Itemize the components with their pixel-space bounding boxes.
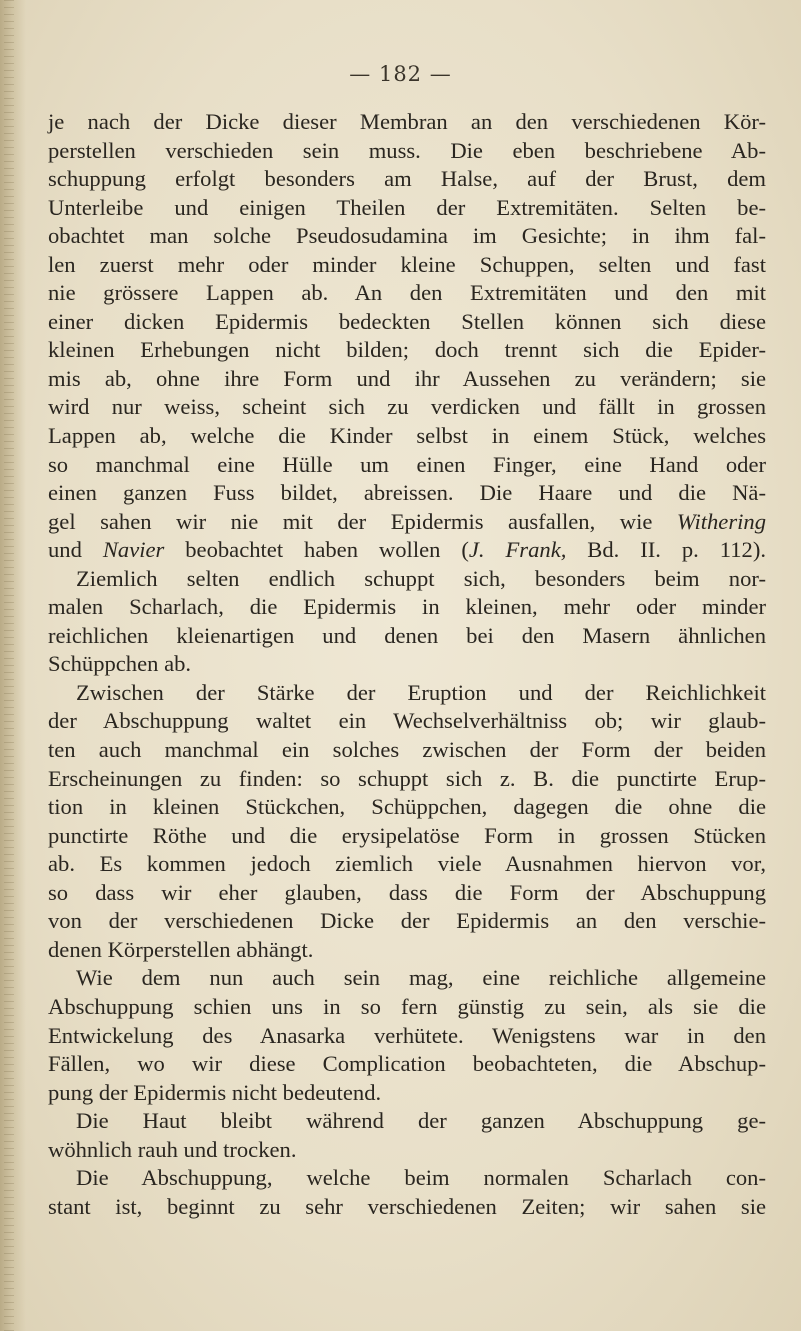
text-line-21: Zwischen der Stärke der Eruption und der Reichlichkeit [76,679,766,705]
text-line-37: wöhnlich rauh und trocken. [48,1136,297,1162]
body-text [48,108,766,1221]
page-number: — 182 — [349,62,452,86]
text-line-3: schuppung erfolgt besonders am Halse, auf der Brust, dem [48,166,766,192]
citation-frank: J. Frank, [468,537,567,563]
text-line-35: pung der Epidermis nicht bedeutend. [48,1079,382,1105]
text-line-15 [48,508,766,537]
text-line-33: Entwickelung des Anasarka verhütete. Wenigstens war in den [48,1022,766,1048]
text-line-28: so dass wir eher glauben, dass die Form der Abschuppung [48,879,766,905]
text-line-7: nie grössere Lappen ab. An den Extremitäten und den mit [48,280,766,306]
text-line-30: denen Körperstellen abhängt. [48,936,314,962]
text-line-4: Unterleibe und einigen Theilen der Extremitäten. Selten be- [48,194,766,220]
text-line-27: ab. Es kommen jedoch ziemlich viele Ausnahmen hiervon vor, [48,851,766,877]
text-line-20: Schüppchen ab. [48,651,192,677]
text-line-19: reichlichen kleienartigen und denen bei den Masern ähnlichen [48,622,766,648]
text-line-16-e: Bd. II. p. 112). [566,537,766,563]
text-line-22: der Abschuppung waltet ein Wechselverhältniss ob; wir glaub- [48,708,766,734]
text-line-5: obachtet man solche Pseudosudamina im Gesichte; in ihm fal- [48,223,766,249]
text-line-8: einer dicken Epidermis bedeckten Stellen können sich diese [48,308,766,334]
text-line-16-c: beobachtet haben wollen ( [164,537,469,563]
text-line-16 [48,536,766,565]
text-line-9: kleinen Erhebungen nicht bilden; doch trennt sich die Epider- [48,337,766,363]
text-line-6: len zuerst mehr oder minder kleine Schuppen, selten und fast [48,251,766,277]
text-line-14: einen ganzen Fuss bildet, abreissen. Die Haare und die Nä- [48,480,766,506]
text-line-13: so manchmal eine Hülle um einen Finger, eine Hand oder [48,451,766,477]
text-line-16-a: und [48,537,103,563]
text-line-11: wird nur weiss, scheint sich zu verdicken und fällt in grossen [48,394,766,420]
text-line-29: von der verschiedenen Dicke der Epidermis an den verschie- [48,908,766,934]
text-line-31: Wie dem nun auch sein mag, eine reichliche allgemeine [76,965,766,991]
text-line-1: je nach der Dicke dieser Membran an den verschiedenen Kör- [48,109,766,134]
text-line-2: perstellen verschieden sein muss. Die eben beschriebene Ab- [48,137,766,163]
author-navier: Navier [102,537,165,563]
text-line-36: Die Haut bleibt während der ganzen Abschuppung ge- [76,1108,766,1134]
text-line-39: stant ist, beginnt zu sehr verschiedenen Zeiten; wir sahen sie [48,1193,766,1219]
author-withering: Withering [676,508,766,534]
text-line-17: Ziemlich selten endlich schuppt sich, besonders beim nor- [76,565,766,591]
text-line-18: malen Scharlach, die Epidermis in kleinen, mehr oder minder [48,594,766,620]
text-line-10: mis ab, ohne ihre Form und ihr Aussehen zu verändern; sie [48,365,766,391]
text-line-12: Lappen ab, welche die Kinder selbst in einem Stück, welches [48,423,766,449]
text-line-15-roman: gel sahen wir nie mit der Epidermis ausfallen, wie [48,508,677,534]
text-line-38: Die Abschuppung, welche beim normalen Scharlach con- [76,1165,766,1191]
text-line-25: tion in kleinen Stückchen, Schüppchen, dagegen die ohne die [48,794,766,820]
text-line-26: punctirte Röthe und die erysipelatöse Form in grossen Stücken [48,822,766,848]
text-line-32: Abschuppung schien uns in so fern günstig zu sein, als sie die [48,993,766,1019]
text-line-34: Fällen, wo wir diese Complication beobachteten, die Abschup- [48,1051,766,1077]
text-line-23: ten auch manchmal ein solches zwischen der Form der beiden [48,737,766,763]
text-line-24: Erscheinungen zu finden: so schuppt sich z. B. die punctirte Erup- [48,765,766,791]
page-binding-texture [4,0,14,1331]
